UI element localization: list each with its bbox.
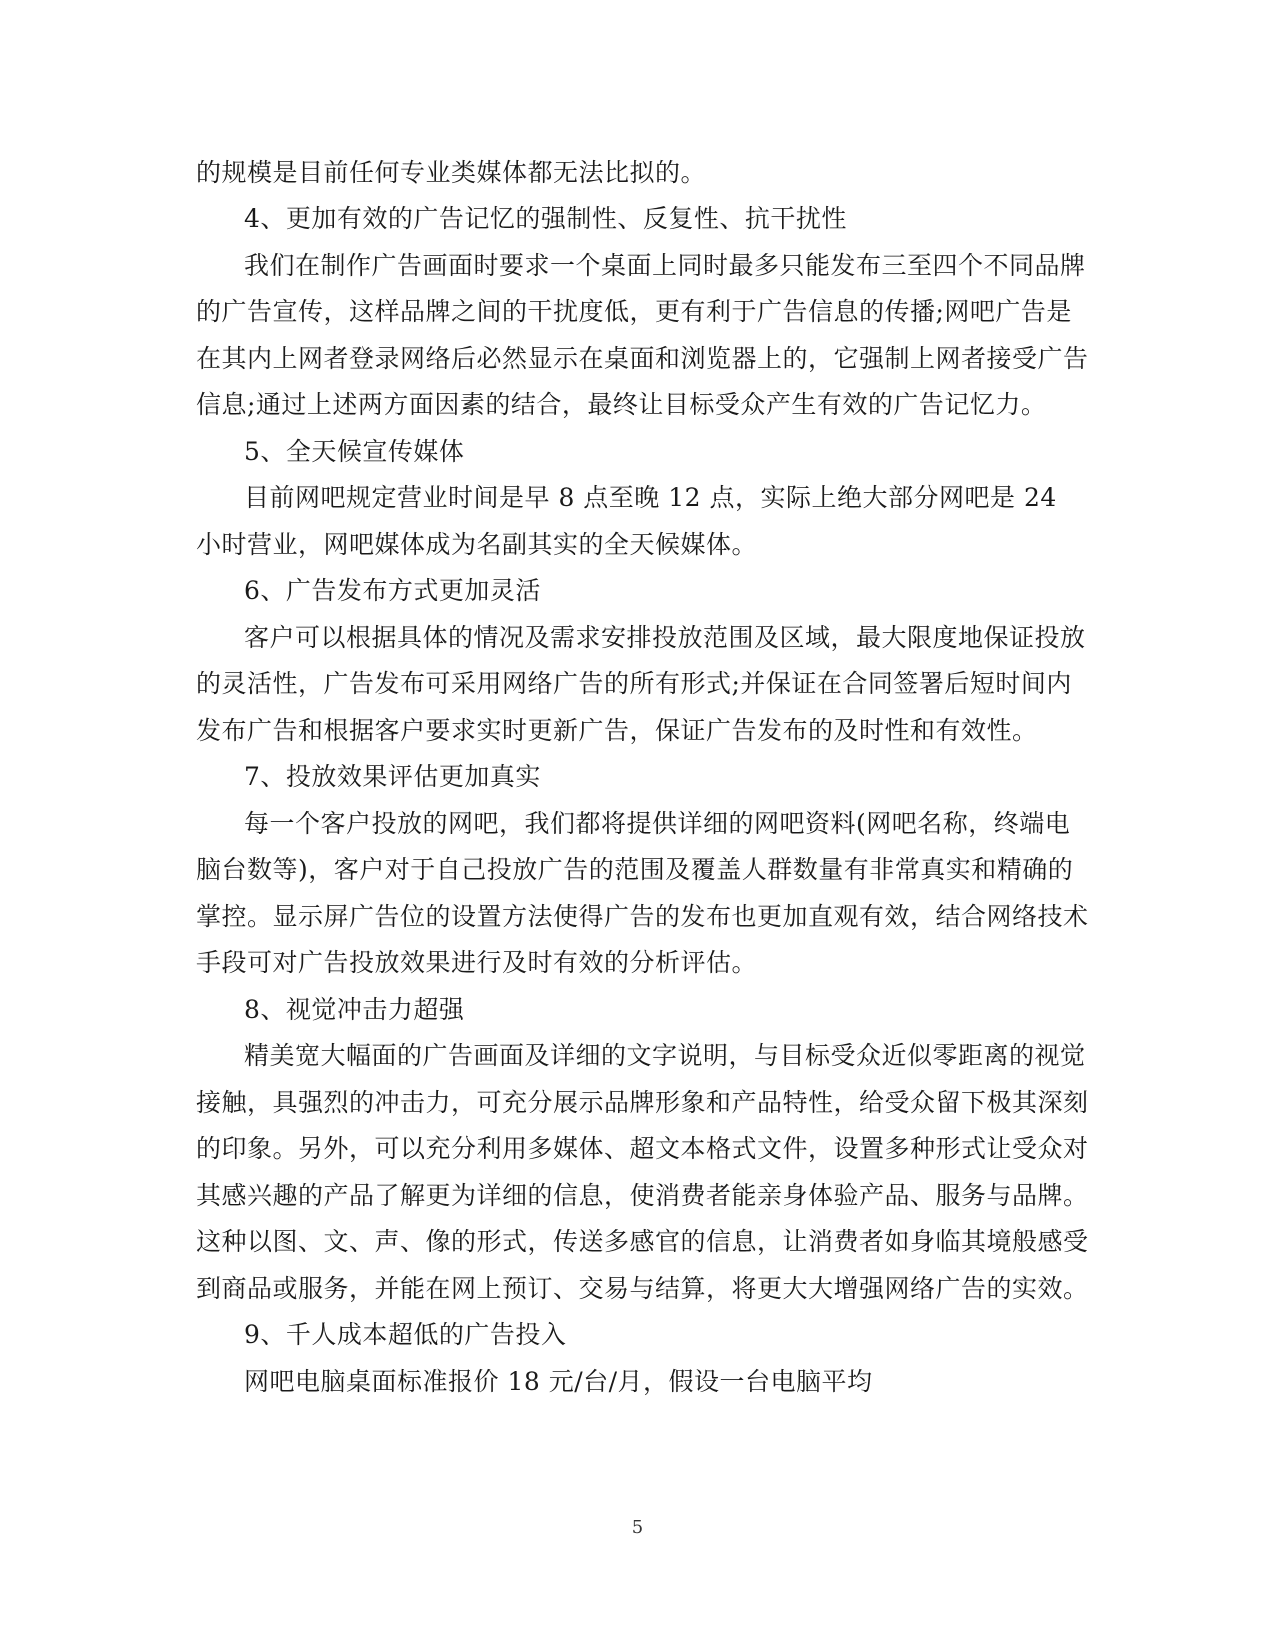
paragraph-line: 接触，具强烈的冲击力，可充分展示品牌形象和产品特性，给受众留下极其深刻 — [196, 1088, 1089, 1117]
paragraph-line: 的印象。另外，可以充分利用多媒体、超文本格式文件，设置多种形式让受众对 — [196, 1134, 1089, 1163]
paragraph-line: 在其内上网者登录网络后必然显示在桌面和浏览器上的，它强制上网者接受广告 — [196, 344, 1089, 373]
paragraph-line: 的广告宣传，这样品牌之间的干扰度低，更有利于广告信息的传播;网吧广告是 — [196, 297, 1072, 326]
paragraph-line: 网吧电脑桌面标准报价 18 元/台/月，假设一台电脑平均 — [244, 1367, 873, 1396]
paragraph-line: 信息;通过上述两方面因素的结合，最终让目标受众产生有效的广告记忆力。 — [196, 390, 1047, 419]
body-text-line: 的规模是目前任何专业类媒体都无法比拟的。 — [196, 158, 707, 187]
paragraph-line: 精美宽大幅面的广告画面及详细的文字说明，与目标受众近似零距离的视觉 — [244, 1041, 1086, 1070]
section-heading-8: 8、视觉冲击力超强 — [244, 995, 465, 1024]
paragraph-line: 我们在制作广告画面时要求一个桌面上同时最多只能发布三至四个不同品牌 — [244, 251, 1086, 280]
paragraph-line: 其感兴趣的产品了解更为详细的信息，使消费者能亲身体验产品、服务与品牌。 — [196, 1181, 1089, 1210]
paragraph-line: 这种以图、文、声、像的形式，传送多感官的信息，让消费者如身临其境般感受 — [196, 1227, 1089, 1256]
paragraph-line: 目前网吧规定营业时间是早 8 点至晚 12 点，实际上绝大部分网吧是 24 — [244, 483, 1057, 512]
section-heading-4: 4、更加有效的广告记忆的强制性、反复性、抗干扰性 — [244, 204, 847, 233]
section-heading-6: 6、广告发布方式更加灵活 — [244, 576, 541, 605]
paragraph-line: 手段可对广告投放效果进行及时有效的分析评估。 — [196, 948, 758, 977]
paragraph-line: 掌控。显示屏广告位的设置方法使得广告的发布也更加直观有效，结合网络技术 — [196, 902, 1089, 931]
paragraph-line: 客户可以根据具体的情况及需求安排投放范围及区域，最大限度地保证投放 — [244, 623, 1086, 652]
section-heading-7: 7、投放效果评估更加真实 — [244, 762, 541, 791]
paragraph-line: 小时营业，网吧媒体成为名副其实的全天候媒体。 — [196, 530, 758, 559]
paragraph-line: 每一个客户投放的网吧，我们都将提供详细的网吧资料(网吧名称，终端电 — [244, 809, 1071, 838]
paragraph-line: 到商品或服务，并能在网上预订、交易与结算，将更大大增强网络广告的实效。 — [196, 1274, 1089, 1303]
paragraph-line: 的灵活性，广告发布可采用网络广告的所有形式;并保证在合同签署后短时间内 — [196, 669, 1072, 698]
paragraph-line: 脑台数等)，客户对于自己投放广告的范围及覆盖人群数量有非常真实和精确的 — [196, 855, 1074, 884]
section-heading-5: 5、全天候宣传媒体 — [244, 437, 465, 466]
page-number: 5 — [631, 1517, 644, 1538]
paragraph-line: 发布广告和根据客户要求实时更新广告，保证广告发布的及时性和有效性。 — [196, 716, 1038, 745]
section-heading-9: 9、千人成本超低的广告投入 — [244, 1320, 567, 1349]
